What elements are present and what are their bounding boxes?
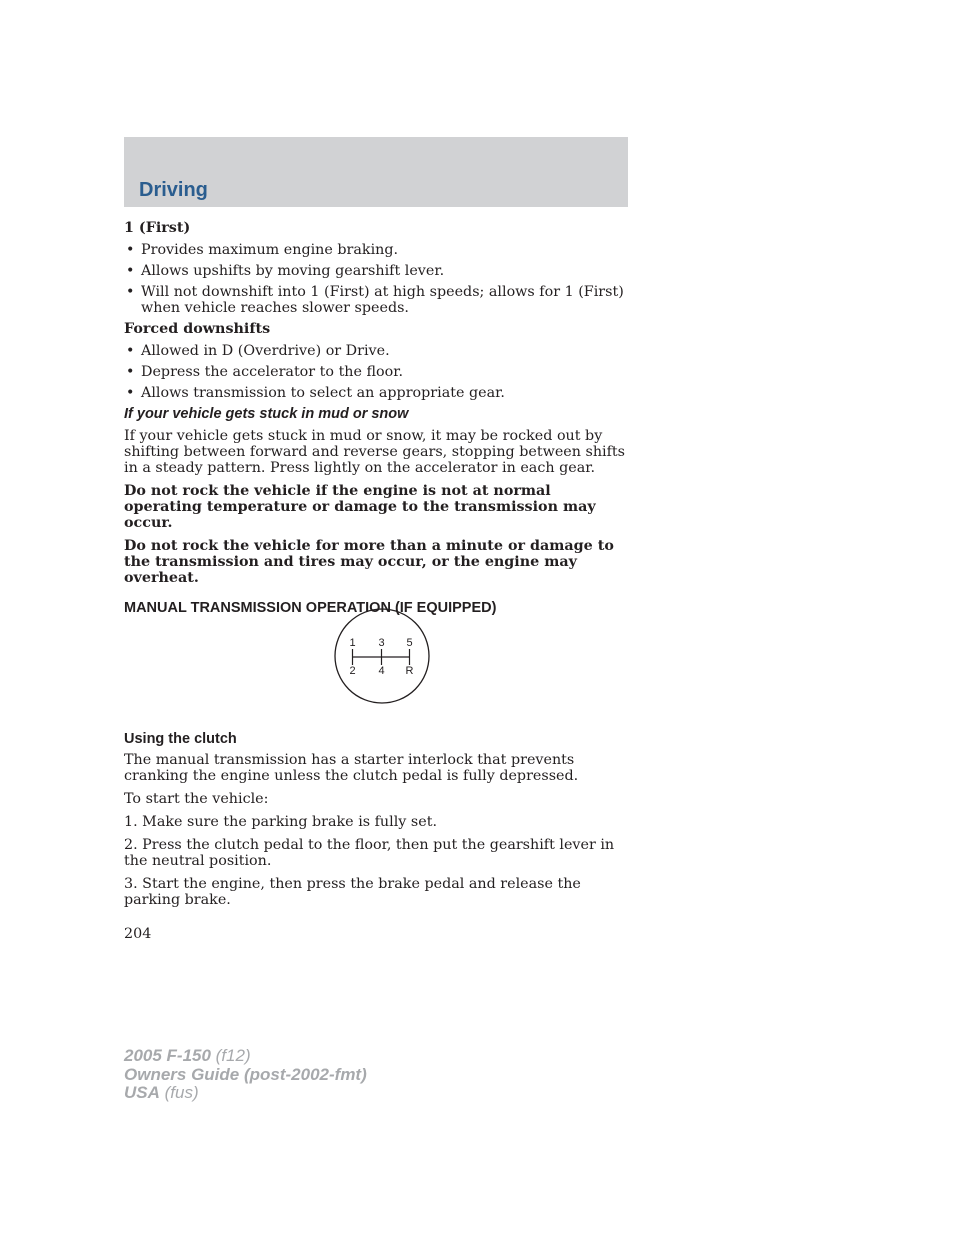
- forced-downshifts-heading: Forced downshifts: [124, 321, 271, 337]
- footer-line-1: 2005 F-150 (f12): [124, 1046, 251, 1065]
- section-header-band: [124, 137, 628, 207]
- clutch-paragraph: The manual transmission has a starter interlock that prevents cranking the engine unless the clutch pedal is fully depressed.: [124, 752, 579, 784]
- clutch-intro: To start the vehicle:: [124, 791, 269, 807]
- step-item: 2. Press the clutch pedal to the floor, then put the gearshift lever in the neutral position.: [124, 837, 615, 869]
- list-item: • Allows upshifts by moving gearshift lever.: [124, 263, 628, 279]
- first-gear-heading: 1 (First): [124, 220, 191, 236]
- gear-label-r: R: [405, 665, 414, 677]
- main-content: [124, 220, 628, 616]
- shift-pattern-diagram: [334, 608, 430, 704]
- first-gear-list: [124, 242, 628, 316]
- list-item: • Depress the accelerator to the floor.: [124, 364, 628, 380]
- gear-label-2: 2: [349, 665, 356, 677]
- section-title: Driving: [139, 179, 208, 201]
- gear-label-5: 5: [406, 637, 413, 649]
- list-item: • Allowed in D (Overdrive) or Drive.: [124, 343, 628, 359]
- gear-label-3: 3: [378, 637, 385, 649]
- stuck-paragraph: If your vehicle gets stuck in mud or snow, it may be rocked out by shifting between forward and reverse gears, stopping between shifts in a steady pattern. Press lightly on the accelerator in each gear.: [124, 428, 625, 476]
- footer-line-3: USA (fus): [124, 1083, 199, 1102]
- stuck-heading: If your vehicle gets stuck in mud or snow: [124, 406, 409, 422]
- manual-transmission-heading: MANUAL TRANSMISSION OPERATION (IF EQUIPPED): [124, 600, 497, 616]
- page-number: 204: [124, 926, 152, 942]
- gear-label-4: 4: [378, 665, 385, 677]
- list-item: • Allows transmission to select an appropriate gear.: [124, 385, 628, 401]
- gear-label-1: 1: [349, 637, 356, 649]
- document-footer: [124, 1047, 367, 1103]
- list-item: • Will not downshift into 1 (First) at high speeds; allows for 1 (First) when vehicle reaches slower speeds.: [124, 284, 628, 316]
- warning-text: Do not rock the vehicle for more than a minute or damage to the transmission and tires may occur, or the engine may overheat.: [124, 538, 614, 586]
- list-item: • Provides maximum engine braking.: [124, 242, 628, 258]
- forced-downshifts-list: [124, 343, 628, 401]
- warning-text: Do not rock the vehicle if the engine is not at normal operating temperature or damage to the transmission may occur.: [124, 483, 596, 531]
- clutch-heading: Using the clutch: [124, 731, 237, 747]
- footer-line-2: Owners Guide (post-2002-fmt): [124, 1064, 367, 1084]
- clutch-section: [124, 731, 628, 915]
- step-item: 3. Start the engine, then press the brake pedal and release the parking brake.: [124, 876, 581, 908]
- step-item: 1. Make sure the parking brake is fully set.: [124, 814, 437, 830]
